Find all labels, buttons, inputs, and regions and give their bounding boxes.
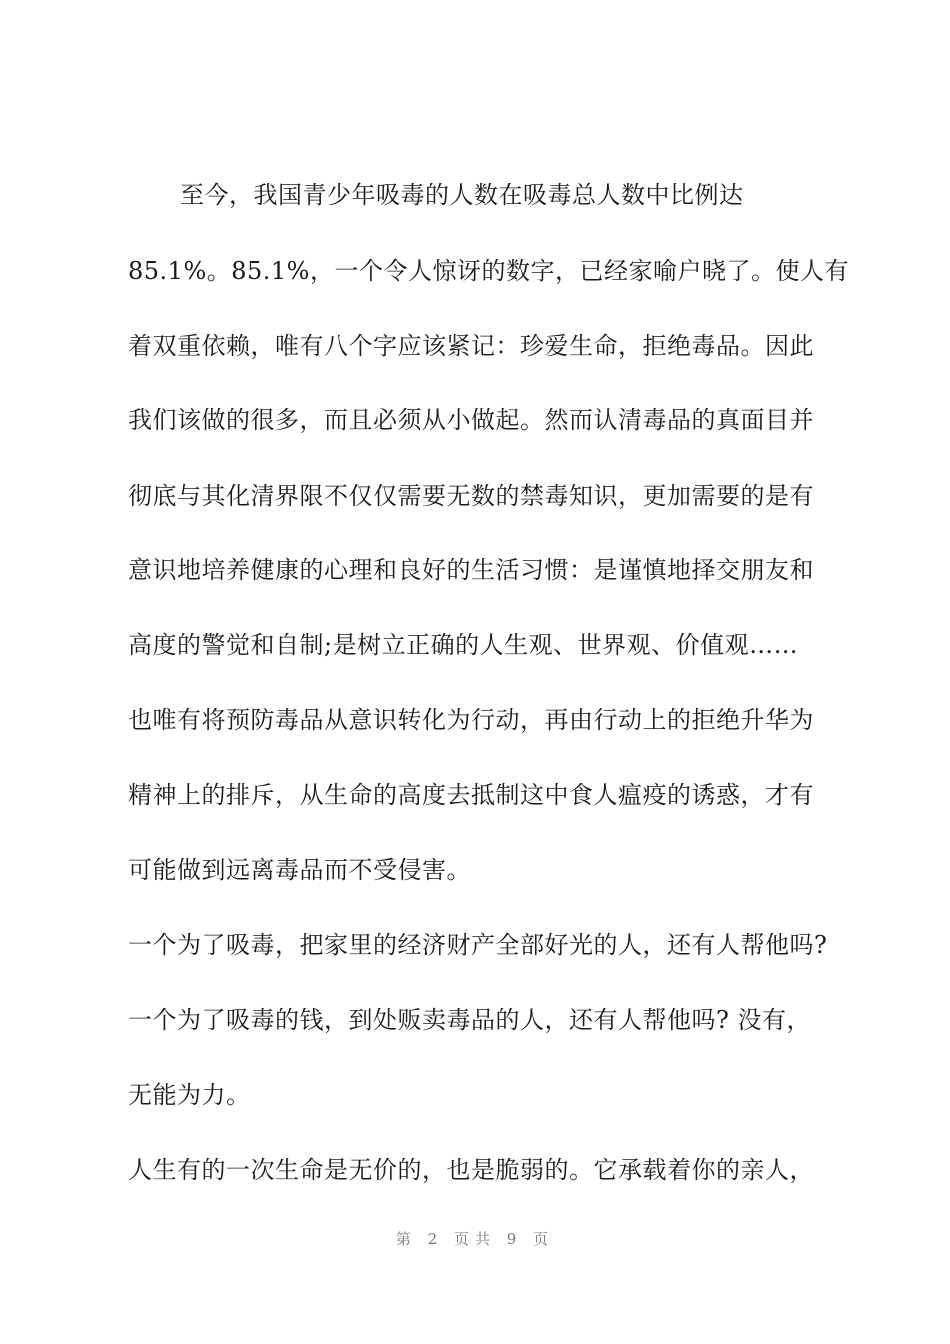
text-line-9: 精神上的排斥，从生命的高度去抵制这中食人瘟疫的诱惑，才有 [128, 781, 814, 809]
text-line-3: 着双重依赖，唯有八个字应该紧记：珍爱生命，拒绝毒品。因此 [128, 332, 814, 360]
text-line-11: 一个为了吸毒，把家里的经济财产全部好光的人，还有人帮他吗? [128, 931, 828, 959]
text-line-5: 彻底与其化清界限不仅仅需要无数的禁毒知识，更加需要的是有 [128, 482, 814, 510]
text-line-14: 人生有的一次生命是无价的，也是脆弱的。它承载着你的亲人， [128, 1156, 814, 1184]
text-line-10: 可能做到远离毒品而不受侵害。 [128, 856, 471, 884]
text-line-8: 也唯有将预防毒品从意识转化为行动，再由行动上的拒绝升华为 [128, 706, 814, 734]
text-line-4: 我们该做的很多，而且必须从小做起。然而认清毒品的真面目并 [128, 406, 814, 434]
text-line-6: 意识地培养健康的心理和良好的生活习惯：是谨慎地择交朋友和 [128, 556, 814, 584]
text-line-13: 无能为力。 [128, 1081, 251, 1109]
text-line-2: 85.1%。85.1%，一个令人惊讶的数字，已经家喻户晓了。使人有 [128, 257, 849, 285]
page-number-footer: 第 2 页共 9 页 [395, 1230, 555, 1248]
text-line-12: 一个为了吸毒的钱，到处贩卖毒品的人，还有人帮他吗? 没有， [128, 1006, 811, 1034]
text-line-7: 高度的警觉和自制;是树立正确的人生观、世界观、价值观…… [128, 631, 799, 659]
text-line-1: 至今，我国青少年吸毒的人数在吸毒总人数中比例达 [180, 181, 744, 209]
